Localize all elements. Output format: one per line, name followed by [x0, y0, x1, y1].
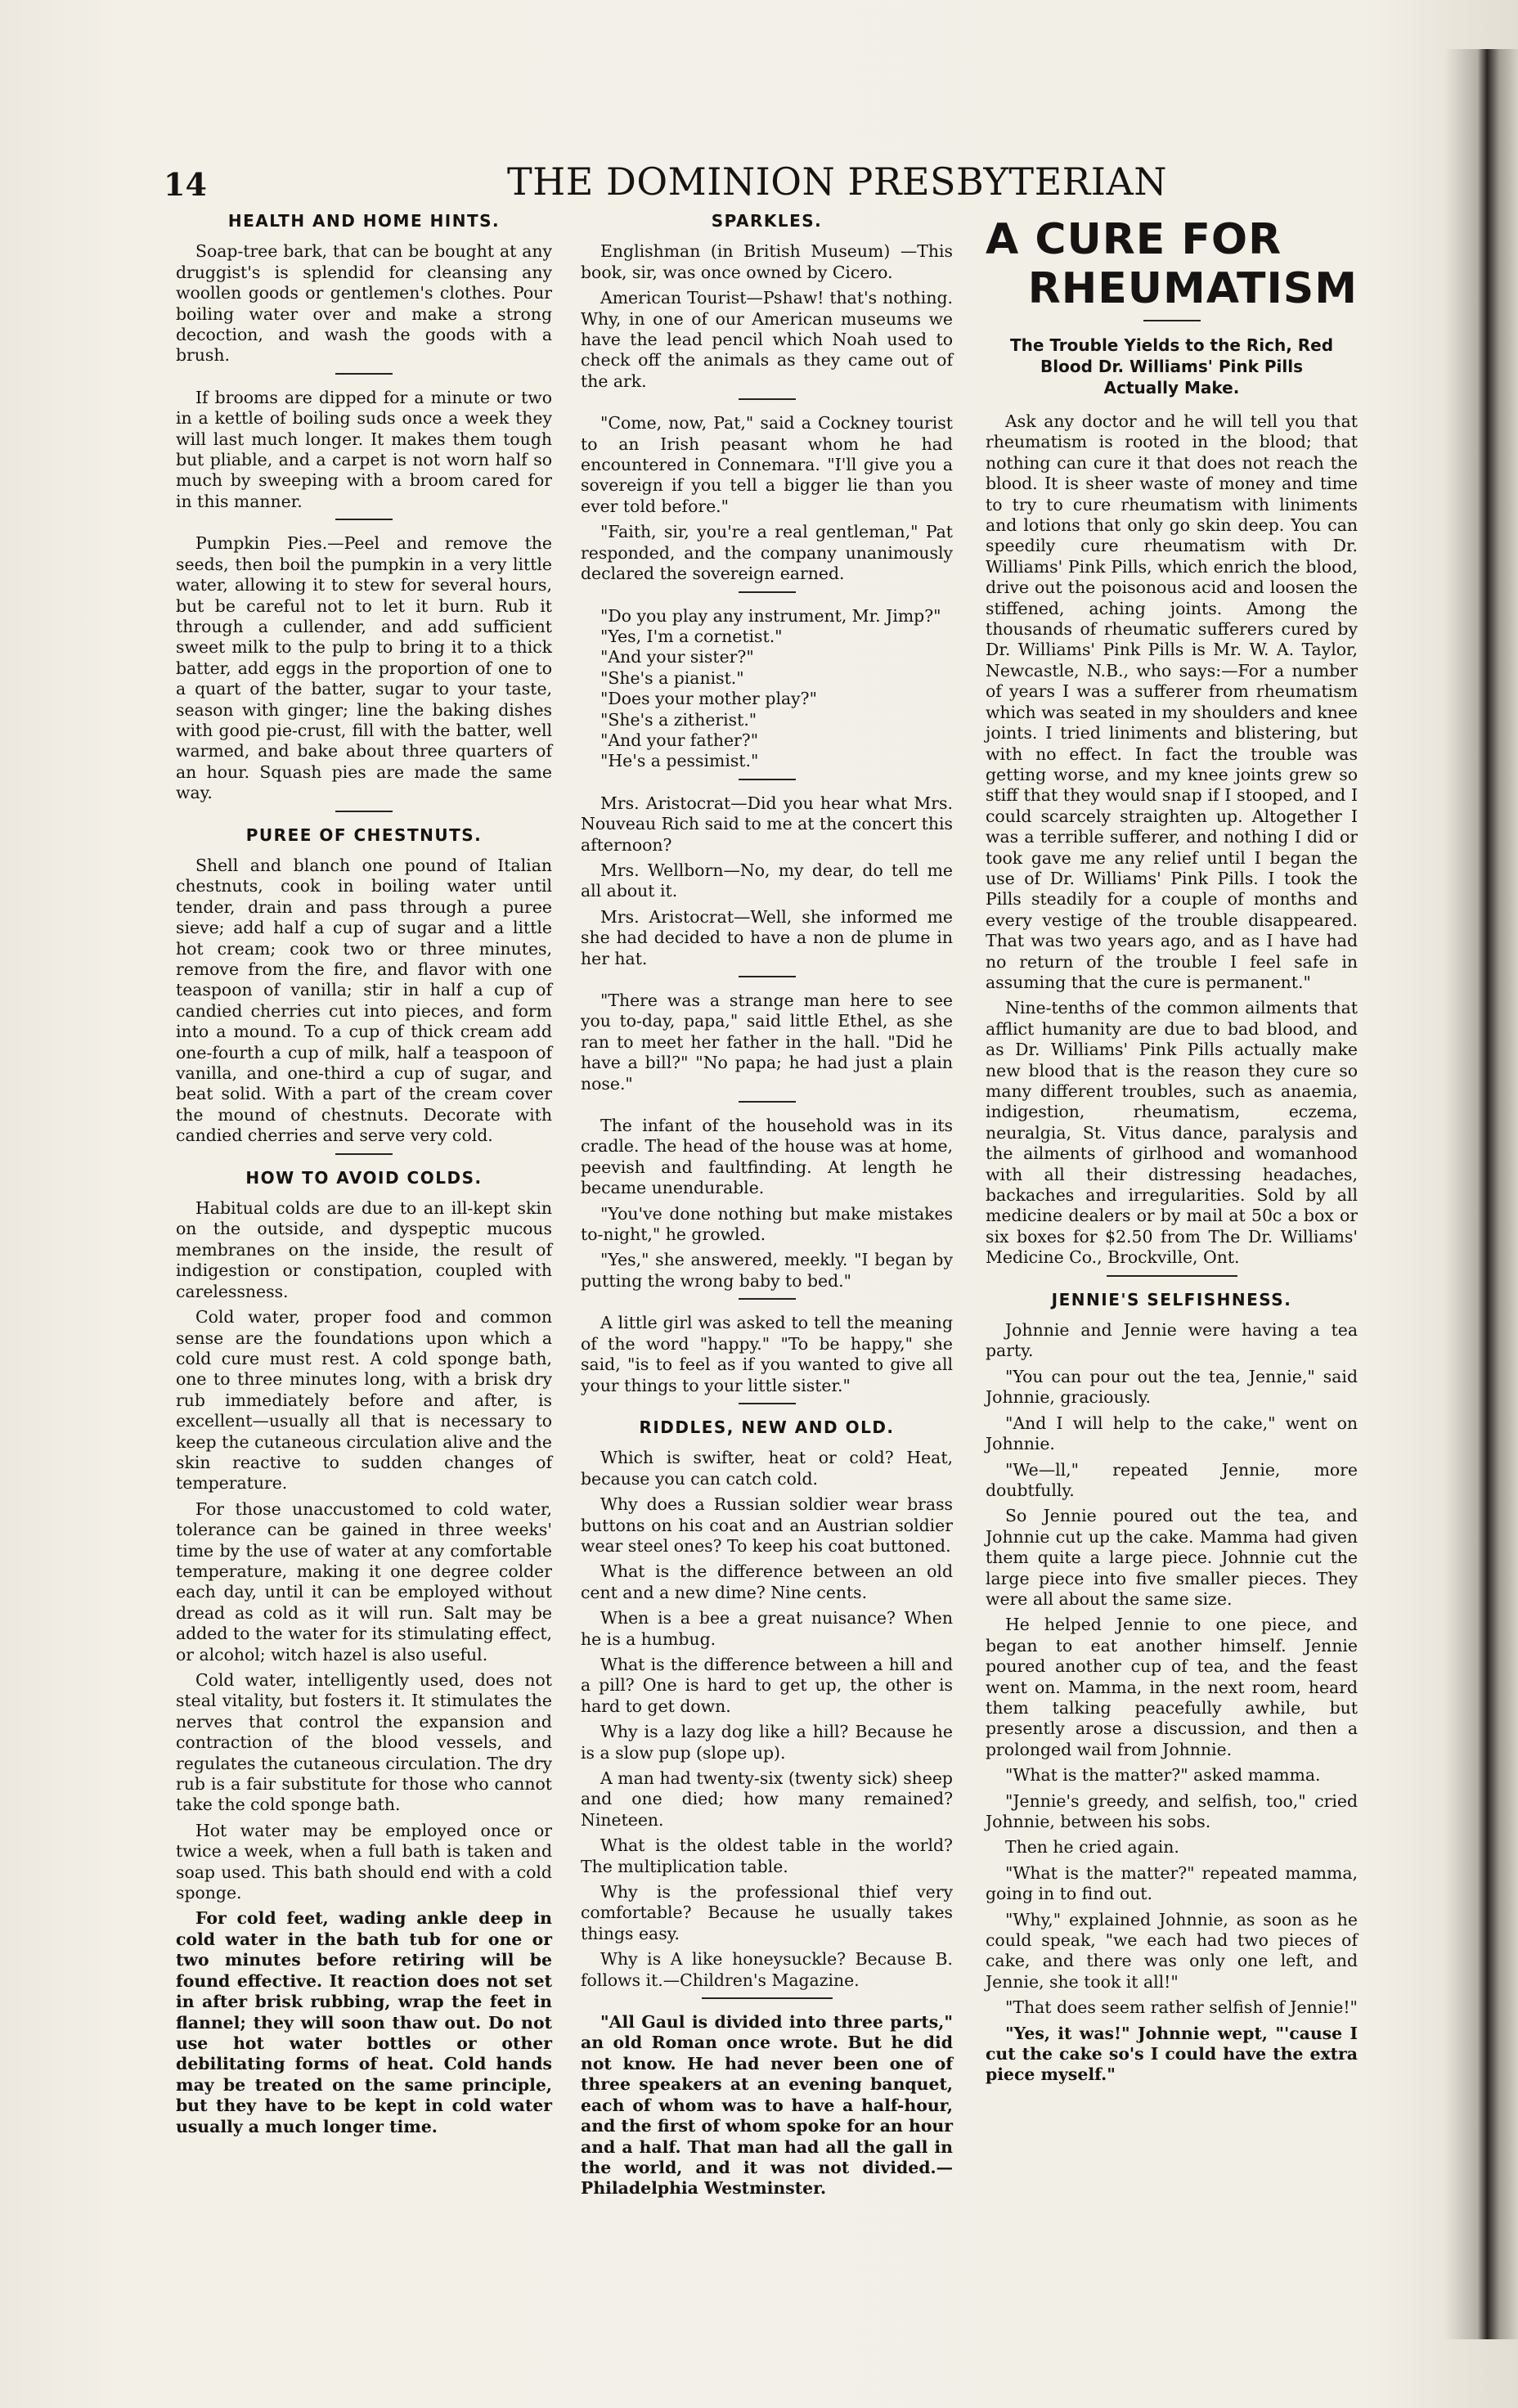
paragraph: For cold feet, wading ankle deep in cold water in the bath tub for one or two minutes before retiring will be found effective. It reaction does not set in after brisk rubbing, wrap the feet in flannel; they will soon thaw out. Do not use hot water bottles or other debilitating forms of heat. Cold hands may be treated on the same principle, but they have to be kept in cold water usually a much longer time.: [176, 1908, 552, 2136]
paragraph: Then he cried again.: [1005, 1837, 1179, 1858]
riddle: Why is the professional thief very comfortable? Because he usually takes things easy.: [581, 1882, 953, 1943]
column-health-home: [176, 211, 552, 2142]
paragraph: "There was a strange man here to see you to-day, papa," said little Ethel, as she ran to meet her father in the hall. "Did he have a bill?" "No papa; he had just a plain nose.": [581, 991, 953, 1094]
divider: [739, 398, 796, 400]
paragraph: "All Gaul is divided into three parts," an old Roman once wrote. But he did not know. He had never been one of three speakers at an evening banquet, each of whom was to have a half-hour, and the first of whom spoke for an hour and a half. That man had all the gall in the world, and it was not divided.—Philadelphia Westminster.: [581, 2012, 953, 2199]
section-heading: HEALTH AND HOME HINTS.: [227, 211, 501, 231]
paragraph: Soap-tree bark, that can be bought at any druggist's is splendid for cleansing any woollen goods or gentlemen's clothes. Pour boiling water over and make a strong decoction, and wash the goods with a brush.: [176, 241, 552, 366]
section-heading: JENNIE'S SELFISHNESS.: [1051, 1289, 1292, 1310]
divider: [739, 591, 796, 593]
dialog-block: [581, 606, 953, 772]
paragraph: "You've done nothing but make mistakes to-night," he growled.: [581, 1203, 953, 1245]
ad-headline-line2: RHEUMATISM: [1027, 264, 1358, 313]
dialog-line: "Do you play any instrument, Mr. Jimp?": [600, 605, 941, 626]
paragraph: Shell and blanch one pound of Italian chestnuts, cook in boiling water until tender, drain and pass through a puree sieve; add half a cup of sugar and a little hot cream; cook two or three minutes, remove from the fire, and flavor with one teaspoon of vanilla; stir in half a cup of candied cherries cut into pieces, and form into a mound. To a cup of thick cream add one-fourth a cup of milk, half a teaspoon of vanilla, and one-third a cup of sugar, and beat solid. With a part of the cream cover the mound of chestnuts. Decorate with candied cherries and serve very cold.: [176, 855, 552, 1146]
ad-headline-line1: A CURE FOR: [986, 215, 1282, 264]
divider: [335, 811, 393, 812]
divider: [702, 1997, 833, 1999]
paragraph: The infant of the household was in its cradle. The head of the house was at home, peevish and faultfinding. At length he became unendurable.: [581, 1116, 953, 1198]
binding-shadow: [1444, 49, 1518, 2339]
paragraph: So Jennie poured out the tea, and Johnnie cut up the cake. Mamma had given them quite a large piece. Johnnie cut the large piece into five smaller pieces. They were all about the same size.: [986, 1506, 1358, 1609]
riddle: What is the difference between an old cent and a new dime? Nine cents.: [581, 1561, 953, 1602]
divider: [1143, 320, 1201, 321]
dialog-line: "She's a pianist.": [600, 667, 744, 688]
divider: [1107, 1275, 1237, 1277]
dialog-line: "He's a pessimist.": [600, 751, 759, 771]
paragraph: Mrs. Aristocrat—Well, she informed me she had decided to have a non de plume in her hat.: [581, 906, 953, 968]
riddle: Which is swifter, heat or cold? Heat, because you can catch cold.: [581, 1448, 953, 1489]
page-header: [164, 159, 1167, 209]
divider: [739, 1298, 796, 1300]
paragraph: A little girl was asked to tell the meaning of the word "happy." "To be happy," she said, "is to feel as if you wanted to give all your things to your little sister.": [581, 1313, 953, 1395]
paragraph: "Why," explained Johnnie, as soon as he could speak, "we each had two pieces of cake, and there was only one left, and Jennie, she took it all!": [986, 1909, 1358, 1992]
paragraph: Cold water, proper food and common sense are the foundations upon which a cold cure must rest. A cold sponge bath, one to three minutes long, with a brisk dry rub immediately before and after, is excellent—usually all that is necessary to keep the cutaneous circulation alive and the skin reactive to sudden changes of temperature.: [176, 1307, 552, 1494]
paragraph: "You can pour out the tea, Jennie," said Johnnie, graciously.: [986, 1366, 1358, 1408]
paragraph: He helped Jennie to one piece, and began to eat another himself. Jennie poured another cup of tea, and the feast went on. Mamma, in the next room, heard them talking peacefully awhile, but presently arose a discussion, and then a prolonged wail from Johnnie.: [986, 1615, 1358, 1759]
paragraph: Johnnie and Jennie were having a tea party.: [986, 1320, 1358, 1361]
paragraph: "Come, now, Pat," said a Cockney tourist to an Irish peasant whom he had encountered in Connemara. "I'll give you a sovereign if you tell a bigger lie than you ever told before.": [581, 413, 953, 516]
page-number: 14: [164, 166, 207, 203]
paragraph: "What is the matter?" asked mamma.: [1005, 1765, 1321, 1786]
paragraph: Englishman (in British Museum) —This book, sir, was once owned by Cicero.: [581, 241, 953, 282]
paragraph: "And I will help to the cake," went on Johnnie.: [986, 1413, 1358, 1454]
divider: [335, 1153, 393, 1155]
paragraph: Hot water may be employed once or twice a week, when a full bath is taken and soap used. This bath should end with a cold sponge.: [176, 1820, 552, 1903]
paragraph: "Jennie's greedy, and selfish, too," cried Johnnie, between his sobs.: [986, 1790, 1358, 1831]
paragraph: "Faith, sir, you're a real gentleman," Pat responded, and the company unanimously declared the sovereign earned.: [581, 522, 953, 584]
paragraph: "We—ll," repeated Jennie, more doubtfully.: [986, 1459, 1358, 1500]
riddle: Why is a lazy dog like a hill? Because he is a slow pup (slope up).: [581, 1722, 953, 1763]
paragraph: If brooms are dipped for a minute or two in a kettle of boiling suds once a week they will last much longer. It makes them tough but pliable, and a carpet is not worn half so much by sweeping with a broom cared for in this manner.: [176, 387, 552, 511]
column-sparkles: [581, 211, 953, 2204]
paragraph: For those unaccustomed to cold water, tolerance can be gained in three weeks' time by the use of water at any comfortable temperature, making it one degree colder each day, until it can be employed without dread as cold as it will run. Salt may be added to the water for its stimulating effect, or alcohol; witch hazel is also useful.: [176, 1498, 552, 1664]
riddle: What is the oldest table in the world? The multiplication table.: [581, 1835, 953, 1876]
paragraph: "That does seem rather selfish of Jennie!": [1005, 1997, 1358, 2018]
divider: [335, 373, 393, 375]
ad-subheading: The Trouble Yields to the Rich, Red Blood Dr. Williams' Pink Pills Actually Make.: [1009, 335, 1334, 398]
divider: [739, 1403, 796, 1404]
section-heading: PUREE OF CHESTNUTS.: [245, 824, 483, 845]
divider: [739, 976, 796, 977]
column-rheumatism-jennie: [986, 209, 1358, 2091]
section-heading: RIDDLES, NEW AND OLD.: [639, 1417, 895, 1437]
masthead-title: THE DOMINION PRESBYTERIAN: [507, 159, 1167, 204]
dialog-line: "And your father?": [600, 730, 759, 750]
paragraph: "Yes," she answered, meekly. "I began by putting the wrong baby to bed.": [581, 1250, 953, 1291]
riddle: When is a bee a great nuisance? When he is a humbug.: [581, 1608, 953, 1649]
divider: [739, 1101, 796, 1103]
paragraph: Mrs. Aristocrat—Did you hear what Mrs. Nouveau Rich said to me at the concert this afternoon?: [581, 793, 953, 855]
dialog-line: "Yes, I'm a cornetist.": [600, 626, 783, 646]
paragraph: Cold water, intelligently used, does not steal vitality, but fosters it. It stimulates the nerves that control the expansion and contraction of the blood vessels, and regulates the cutaneous circulation. The dry rub is a fair substitute for those who cannot take the cold sponge bath.: [176, 1670, 552, 1815]
riddle: A man had twenty-six (twenty sick) sheep and one died; how many remained? Nineteen.: [581, 1768, 953, 1830]
paragraph: Mrs. Wellborn—No, my dear, do tell me all about it.: [581, 860, 953, 901]
dialog-line: "And your sister?": [600, 647, 754, 667]
dialog-line: "Does your mother play?": [600, 689, 817, 709]
riddle: What is the difference between a hill and a pill? One is hard to get up, the other is hard to get down.: [581, 1654, 953, 1716]
dialog-line: "She's a zitherist.": [600, 709, 757, 730]
paragraph: "Yes, it was!" Johnnie wept, "'cause I cut the cake so's I could have the extra piece myself.": [986, 2023, 1358, 2085]
paragraph: Nine-tenths of the common ailments that afflict humanity are due to bad blood, and as Dr. Williams' Pink Pills actually make new blood that is the reason they cure so many different troubles, such as anaemia, indigestion, rheumatism, eczema, neuralgia, St. Vitus dance, paralysis and the ailments of girlhood and womanhood with all their distressing headaches, backaches and irregularities. Sold by all medicine dealers or by mail at 50c a box or six boxes for $2.50 from The Dr. Williams' Medicine Co., Brockville, Ont.: [986, 998, 1358, 1268]
divider: [739, 779, 796, 780]
paragraph: Habitual colds are due to an ill-kept skin on the outside, and dyspeptic mucous membranes on the inside, the result of indigestion or constipation, coupled with carelessness.: [176, 1198, 552, 1301]
paragraph: Pumpkin Pies.—Peel and remove the seeds, then boil the pumpkin in a very little water, allowing it to stew for several hours, but be careful not to let it burn. Rub it through a cullender, and add sufficient sweet milk to the pulp to bring it to a thick batter, add eggs in the proportion of one to a quart of the batter, sugar to your taste, season with ginger; line the baking dishes with good pie-crust, fill with the batter, well warmed, and bake about three quarters of an hour. Squash pies are made the same way.: [176, 533, 552, 803]
riddle: Why is A like honeysuckle? Because B. follows it.—Children's Magazine.: [581, 1949, 953, 1990]
paragraph: "What is the matter?" repeated mamma, going in to find out.: [986, 1862, 1358, 1904]
paragraph: American Tourist—Pshaw! that's nothing. Why, in one of our American museums we have the lead pencil which Noah used to check off the animals as they came out of the ark.: [581, 288, 953, 391]
section-heading: SPARKLES.: [711, 211, 823, 231]
divider: [335, 519, 393, 520]
paragraph: Ask any doctor and he will tell you that rheumatism is rooted in the blood; that nothing can cure it that does not reach the blood. It is sheer waste of money and time to try to cure rheumatism with liniments and lotions that only go skin deep. You can speedily cure rheumatism with Dr. Williams' Pink Pills, which enrich the blood, drive out the poisonous acid and loosen the stiffened, aching joints. Among the thousands of rheumatic sufferers cured by Dr. Williams' Pink Pills is Mr. W. A. Taylor, Newcastle, N.B., who says:—For a number of years I was a sufferer from rheumatism which was seated in my shoulders and knee joints. I tried liniments and blistering, but with no effect. In fact the trouble was getting worse, and my knee joints grew so stiff that they would snap if I stooped, and I could scarcely straighten up. Altogether I was a terrible sufferer, and nothing I did or took gave me any relief until I began the use of Dr. Williams' Pink Pills. I took the Pills steadily for a couple of months and every vestige of the trouble disappeared. That was two years ago, and as I have had no return of the trouble I feel safe in assuming that the cure is permanent.": [986, 411, 1358, 992]
riddle: Why does a Russian soldier wear brass buttons on his coat and an Austrian soldier wear steel ones? To keep his coat buttoned.: [581, 1494, 953, 1556]
section-heading: HOW TO AVOID COLDS.: [245, 1167, 483, 1188]
